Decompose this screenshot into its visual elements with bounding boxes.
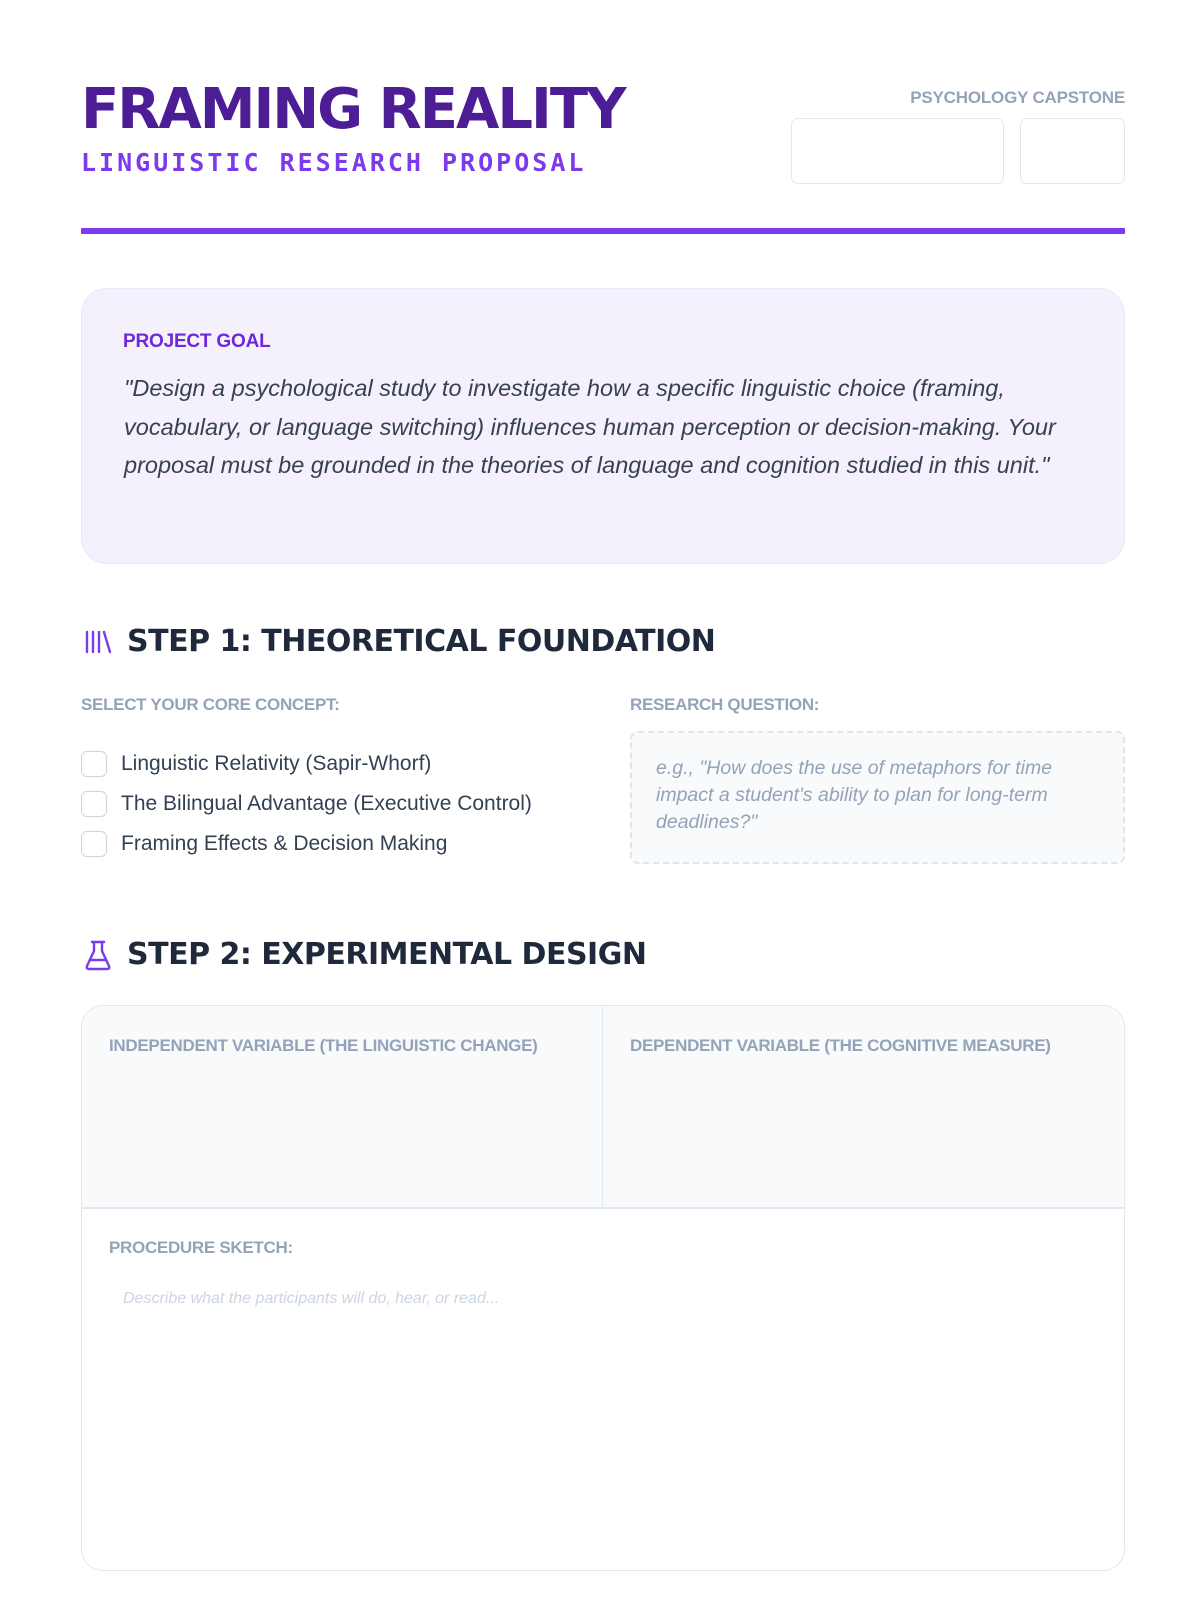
concept-option-bilingual-advantage[interactable] bbox=[81, 784, 532, 824]
course-tag: PSYCHOLOGY CAPSTONE bbox=[910, 88, 1125, 107]
page-title: FRAMING REALITY bbox=[81, 77, 625, 142]
dependent-variable-field[interactable] bbox=[603, 1006, 1125, 1207]
concept-checkbox[interactable] bbox=[81, 831, 107, 857]
procedure-sketch-label: PROCEDURE SKETCH: bbox=[109, 1238, 293, 1257]
date-field[interactable] bbox=[1020, 118, 1125, 184]
concept-option-label: Framing Effects & Decision Making bbox=[121, 832, 448, 855]
concept-checkbox[interactable] bbox=[81, 751, 107, 777]
books-icon bbox=[81, 625, 115, 659]
dependent-variable-label: DEPENDENT VARIABLE (THE COGNITIVE MEASURE) bbox=[630, 1036, 1051, 1055]
research-question-label: RESEARCH QUESTION: bbox=[630, 695, 820, 714]
independent-variable-field[interactable] bbox=[82, 1006, 603, 1207]
project-goal-text: "Design a psychological study to investigate how a specific linguistic choice (framing, vocabulary, or language switching) influences human perception or decision-making. Your proposal must be grounded in the theories of language and cognition studied in this unit." bbox=[124, 375, 1056, 478]
header-divider bbox=[81, 228, 1125, 234]
step2-heading bbox=[81, 937, 646, 972]
student-name-field[interactable] bbox=[791, 118, 1004, 184]
step1-title: STEP 1: THEORETICAL FOUNDATION bbox=[127, 624, 716, 659]
concept-option-label: Linguistic Relativity (Sapir-Whorf) bbox=[121, 752, 432, 775]
project-goal-label: PROJECT GOAL bbox=[123, 331, 271, 352]
flask-icon bbox=[81, 938, 115, 972]
research-question-field[interactable] bbox=[630, 731, 1125, 864]
procedure-sketch-field[interactable]: Describe what the participants will do, hear, or read... bbox=[123, 1290, 500, 1307]
experimental-design-grid bbox=[81, 1005, 1125, 1571]
core-concept-label: SELECT YOUR CORE CONCEPT: bbox=[81, 695, 340, 714]
step1-heading bbox=[81, 624, 715, 659]
concept-option-label: The Bilingual Advantage (Executive Control) bbox=[121, 792, 532, 815]
step2-title: STEP 2: EXPERIMENTAL DESIGN bbox=[127, 937, 647, 972]
procedure-sketch-header bbox=[109, 1238, 293, 1258]
concept-option-framing-effects[interactable] bbox=[81, 824, 532, 864]
page-subtitle: LINGUISTIC RESEARCH PROPOSAL bbox=[81, 148, 587, 177]
independent-variable-label: INDEPENDENT VARIABLE (THE LINGUISTIC CHANGE) bbox=[109, 1036, 538, 1055]
concept-checkbox[interactable] bbox=[81, 791, 107, 817]
proposal-worksheet bbox=[81, 0, 1125, 1600]
concept-option-linguistic-relativity[interactable] bbox=[81, 744, 532, 784]
research-question-placeholder: e.g., "How does the use of metaphors for time impact a student's ability to plan for long-term deadlines?" bbox=[656, 757, 1053, 833]
project-goal-card bbox=[81, 288, 1125, 564]
grid-divider bbox=[82, 1207, 1125, 1209]
core-concept-options bbox=[81, 744, 532, 864]
